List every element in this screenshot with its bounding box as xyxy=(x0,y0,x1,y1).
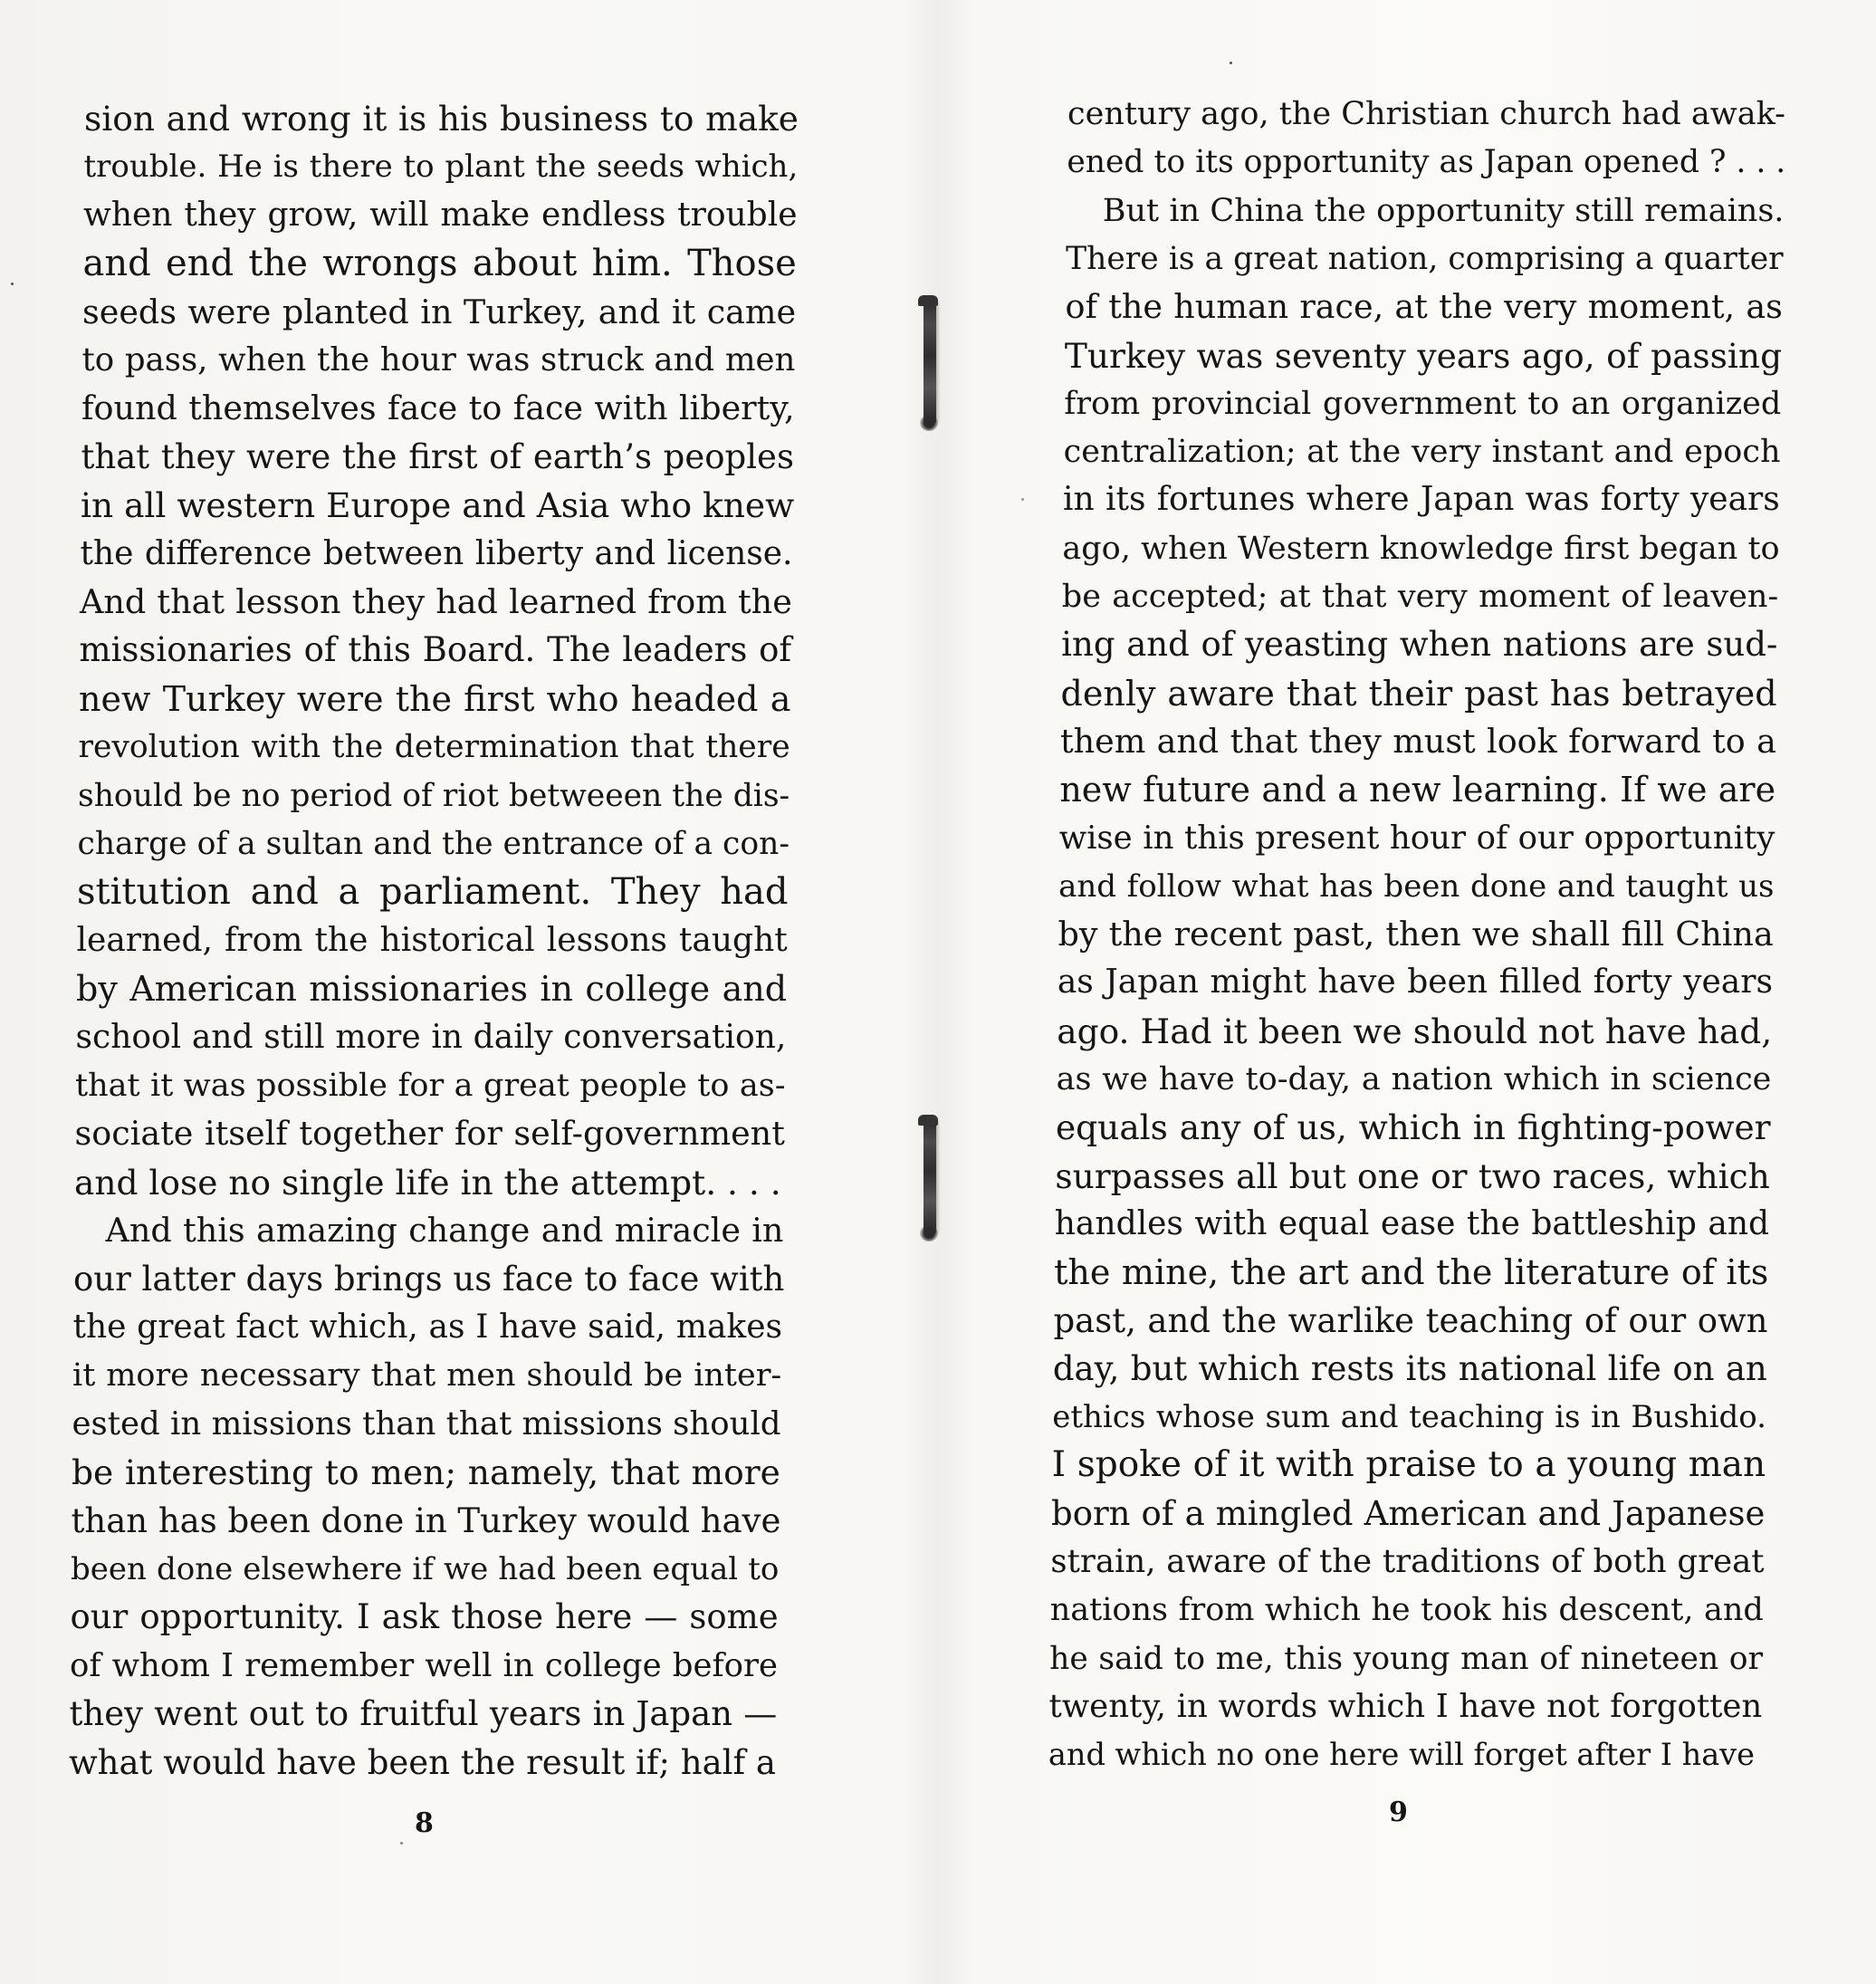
text-line: There is a great nation, comprising a quarter xyxy=(1066,240,1784,277)
text-line: Turkey was seventy years ago, of passing xyxy=(1064,335,1783,376)
text-line: ing and of yeasting when nations are sud- xyxy=(1061,625,1778,665)
text-line: twenty, in words which I have not forgotten xyxy=(1048,1687,1763,1725)
text-line: trouble. He is there to plant the seeds which, xyxy=(83,149,799,186)
text-line: learned, from the historical lessons taught xyxy=(76,921,788,959)
text-line: sociate itself together for self-government xyxy=(74,1114,785,1154)
text-line: the great fact which, as I have said, makes xyxy=(72,1308,782,1346)
text-line: ethics whose sum and teaching is in Bushido. xyxy=(1052,1399,1766,1436)
text-line: equals any of us, which in fighting-power xyxy=(1055,1107,1771,1148)
left-page-number: 8 xyxy=(415,1807,434,1839)
text-line: be interesting to men; namely, that more xyxy=(72,1452,780,1493)
text-line: found themselves face to face with liberty, xyxy=(81,388,795,428)
staple-bottom xyxy=(924,1118,936,1236)
right-page-text xyxy=(938,0,1876,1984)
text-line: of the human race, at the very moment, as xyxy=(1065,287,1783,327)
text-line: past, and the warlike teaching of our own xyxy=(1053,1300,1768,1340)
text-line: what would have been the result if; half a xyxy=(69,1742,776,1782)
text-line: seeds were planted in Turkey, and it came xyxy=(82,292,797,331)
text-line: as we have to-day, a nation which in science xyxy=(1056,1061,1772,1097)
text-line: day, but which rests its national life on an xyxy=(1052,1348,1767,1388)
text-line: of whom I remember well in college before xyxy=(70,1646,778,1684)
text-line: strain, aware of the traditions of both great xyxy=(1050,1543,1765,1580)
text-line: wise in this present hour of our opportunity xyxy=(1058,819,1776,857)
text-line: stitution and a parliament. They had xyxy=(77,871,789,914)
text-line: handles with equal ease the battleship and xyxy=(1054,1204,1770,1242)
text-line: ago. Had it been we should not have had, xyxy=(1057,1011,1773,1051)
paper-speck xyxy=(1021,498,1024,501)
text-line: be accepted; at that very moment of leaven- xyxy=(1061,579,1779,615)
text-line: in its fortunes where Japan was forty years xyxy=(1063,481,1780,519)
text-line: our opportunity. I ask those here — some xyxy=(70,1597,779,1637)
text-line: that they were the first of earth’s peoples xyxy=(81,436,794,476)
text-line: to pass, when the hour was struck and men xyxy=(81,341,796,379)
text-line: sion and wrong it is his business to make xyxy=(84,99,799,139)
text-line: charge of a sultan and the entrance of a con- xyxy=(77,826,790,862)
right-page-number: 9 xyxy=(1389,1797,1408,1828)
text-line: born of a mingled American and Japanese xyxy=(1051,1493,1766,1533)
paper-speck xyxy=(11,283,14,285)
text-line: revolution with the determination that there xyxy=(78,729,790,766)
text-line: And this amazing change and miracle in xyxy=(105,1211,784,1251)
text-line: nations from which he took his descent, and xyxy=(1049,1592,1764,1629)
text-line: than has been done in Turkey would have xyxy=(71,1500,781,1540)
text-line: new future and a new learning. If we are xyxy=(1059,770,1776,810)
text-line: from provincial government to an organized xyxy=(1064,385,1782,422)
text-line: and follow what has been done and taught us xyxy=(1058,867,1775,905)
text-line: ested in missions than that missions should xyxy=(72,1404,781,1442)
right-page xyxy=(938,0,1876,1984)
text-line: by American missionaries in college and xyxy=(76,969,788,1010)
text-line: century ago, the Christian church had awak- xyxy=(1067,96,1785,132)
text-line: our latter days brings us face to face with xyxy=(73,1259,785,1299)
left-page-text xyxy=(0,0,933,1984)
text-line: school and still more in daily conversation, xyxy=(75,1018,787,1056)
text-line: ago, when Western knowledge first began to xyxy=(1062,530,1780,567)
text-line: And that lesson they had learned from the xyxy=(80,582,792,621)
text-line: should be no period of riot betweeen the dis- xyxy=(78,777,790,814)
text-line: in all western Europe and Asia who knew xyxy=(81,485,795,526)
text-line: surpasses all but one or two races, which xyxy=(1055,1155,1770,1196)
left-page xyxy=(0,0,933,1984)
text-line: centralization; at the very instant and epoch xyxy=(1063,434,1781,471)
text-line: they went out to fruitful years in Japan — xyxy=(69,1694,778,1734)
text-line: new Turkey were the first who headed a xyxy=(79,678,791,719)
staple-top xyxy=(924,299,936,426)
text-line: that it was possible for a great people to as- xyxy=(75,1068,786,1104)
text-line: and which no one here will forget after I have xyxy=(1048,1737,1755,1773)
text-line: when they grow, will make endless trouble xyxy=(83,196,798,234)
text-line: them and that they must look forward to a xyxy=(1059,721,1776,761)
text-line: been done elsewhere if we had been equal to xyxy=(71,1551,780,1587)
text-line: ened to its opportunity as Japan opened ? . . . xyxy=(1067,144,1786,181)
text-line: it more necessary that men should be inter- xyxy=(72,1357,782,1395)
text-line: he said to me, this young man of nineteen or xyxy=(1049,1640,1764,1677)
text-line: and end the wrongs about him. Those xyxy=(82,243,797,285)
paper-speck xyxy=(400,1842,403,1845)
text-line: I spoke of it with praise to a young man xyxy=(1051,1444,1766,1486)
text-line: by the recent past, then we shall fill China xyxy=(1058,915,1774,954)
text-line: denly aware that their past has betrayed xyxy=(1060,673,1777,714)
text-line: as Japan might have been filled forty years xyxy=(1057,963,1773,1002)
text-line: and lose no single life in the attempt. . . . xyxy=(74,1162,781,1203)
text-line: the mine, the art and the literature of its xyxy=(1054,1252,1769,1293)
text-line: the difference between liberty and license. xyxy=(80,534,793,572)
paper-speck xyxy=(1230,62,1232,64)
text-line: missionaries of this Board. The leaders of xyxy=(79,630,792,670)
text-line: But in China the opportunity still remains. xyxy=(1102,192,1785,229)
